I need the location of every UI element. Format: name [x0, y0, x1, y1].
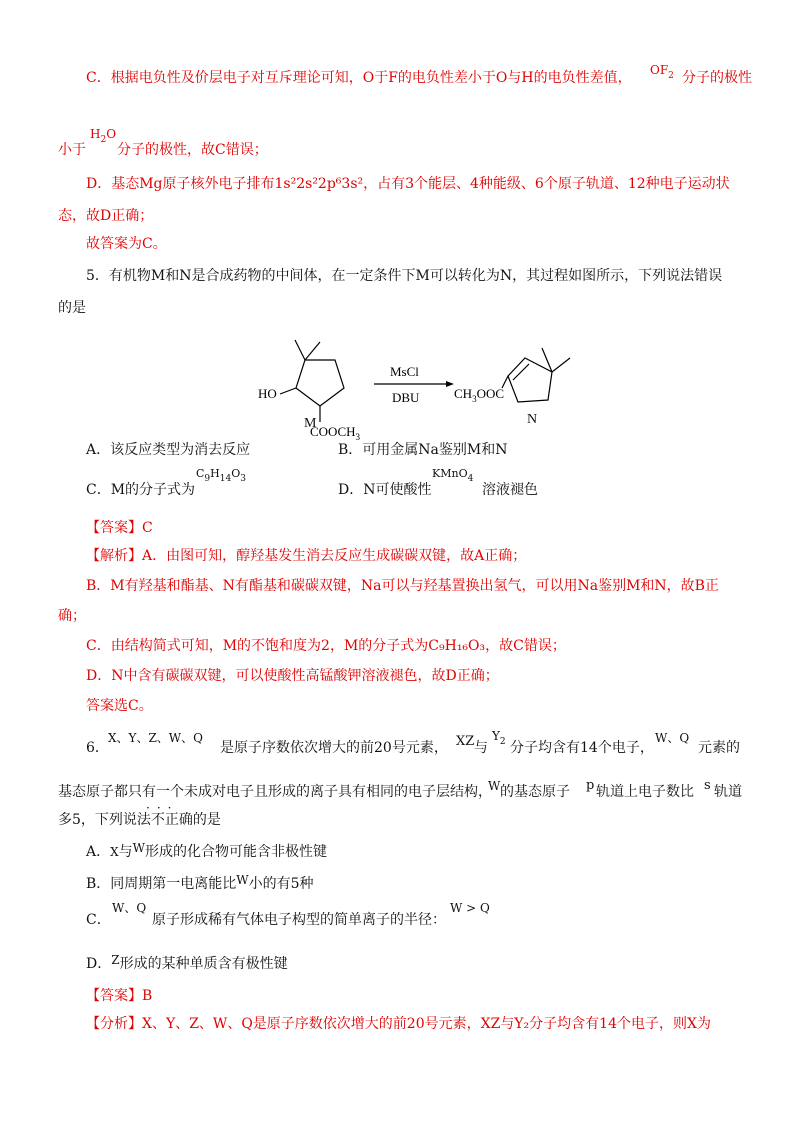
q6-option-c-wq: W、Q	[112, 901, 147, 915]
q6-option-d: D．Z形成的某种单质含有极性键	[86, 953, 288, 972]
m-methyl-1	[295, 340, 305, 360]
n-ester-label: $CH_3OOC$	[454, 386, 505, 404]
q5-option-c-formula: $C_9H_{14}O_3$	[196, 467, 246, 484]
m-ho-label: HO	[258, 386, 277, 401]
q6-yu: 与	[474, 740, 488, 756]
q5-answer: 【答案】C	[86, 520, 153, 536]
q5-analysis-1: 【解析】A．由图可知，醇羟基发生消去反应生成碳碳双键，故A正确；	[86, 548, 527, 564]
q4-option-c-line2-b: 分子的极性，故C错误；	[117, 142, 268, 158]
reaction-figure	[240, 330, 600, 440]
q6-line2-p: p	[586, 778, 595, 793]
q5-analysis-3: 确；	[58, 608, 86, 624]
q5-stem-line1: 5．有机物M和N是合成药物的中间体，在一定条件下M可以转化为N，其过程如图所示，下列说法错误	[86, 268, 723, 284]
q6-option-c-text: 原子形成稀有气体电子构型的简单离子的半径：	[152, 912, 446, 928]
n-ring	[508, 358, 552, 402]
q6-line3: 多5，下列说法不正确的是	[58, 812, 221, 828]
m-ester-label: $COOCH_3$	[310, 424, 361, 440]
q5-analysis-2: B．M有羟基和酯基、N有酯基和碳碳双键，Na可以与羟基置换出氢气，可以用Na鉴别M和N，故B正	[86, 578, 719, 594]
reagent-bottom: DBU	[392, 390, 420, 405]
m-ho-bond	[280, 388, 296, 394]
molecule-m	[280, 340, 344, 422]
q4-option-d-line1: D．基态Mg原子核外电子排布1s²2s²2p⁶3s²，占有3个能层、4种能级、6个原子轨道、12种电子运动状	[86, 176, 730, 192]
q6-option-b: B．同周期第一电离能比W小的有5种	[86, 873, 314, 892]
q6-wq: W、Q	[655, 731, 690, 745]
q6-stem-a: 是原子序数依次增大的前20号元素，	[220, 740, 448, 756]
n-methyl-2	[552, 358, 570, 372]
q6-line2-a: 基态原子都只有一个未成对电子且形成的离子具有相同的电子层结构，	[58, 784, 492, 800]
q6-analysis: 【分析】X、Y、Z、W、Q是原子序数依次增大的前20号元素，XZ与Y₂分子均含有14个电子，则X为	[86, 1016, 711, 1032]
m-methyl-2	[305, 342, 320, 360]
n-double-bond	[513, 364, 529, 380]
q4-of2-formula: $OF_2$	[650, 63, 674, 81]
reaction-arrow-head	[446, 381, 454, 387]
q6-stem-c: 元素的	[698, 740, 740, 756]
q6-answer: 【答案】B	[86, 988, 153, 1004]
q5-option-b: B．可用金属Na鉴别M和N	[338, 442, 508, 458]
q6-line2-s: s	[704, 778, 711, 793]
q6-elements: X、Y、Z、W、Q	[108, 731, 203, 745]
q6-stem-num: 6．	[86, 740, 109, 756]
q6-option-a: A．X与W形成的化合物可能含非极性键	[86, 841, 328, 860]
q6-line2-c: 轨道上电子数比	[596, 784, 694, 800]
label-m: M	[304, 416, 317, 431]
q5-analysis-4: C．由结构简式可知，M的不饱和度为2，M的分子式为C₉H₁₆O₃，故C错误；	[86, 638, 566, 654]
q5-option-d-formula: KMnO$_4$	[432, 467, 474, 484]
q4-option-c-line1-end: 分子的极性	[682, 70, 752, 86]
q5-analysis-5: D．N中含有碳碳双键，可以使酸性高锰酸钾溶液褪色，故D正确；	[86, 668, 499, 684]
q6-stem-b: 分子均含有14个电子，	[510, 740, 654, 756]
q4-answer: 故答案为C。	[86, 236, 167, 252]
q6-emphasis-dots: ···	[146, 801, 179, 815]
q6-line2-d: 轨道	[714, 784, 742, 800]
q5-analysis-6: 答案选C。	[86, 698, 153, 714]
q6-line2-b: 的基态原子	[500, 784, 570, 800]
q5-option-d: D．N可使酸性	[338, 482, 432, 498]
q4-h2o-formula: $H_2O$	[90, 127, 117, 145]
n-methyl-1	[542, 348, 552, 372]
q6-option-c-relation: W > Q	[450, 901, 490, 915]
q4-option-c-line1: C．根据电负性及价层电子对互斥理论可知，O于F的电负性差小于O与H的电负性差值，	[86, 70, 632, 86]
molecule-n	[502, 348, 570, 402]
q6-y2: $Y_2$	[492, 729, 506, 747]
q5-option-d-end: 溶液褪色	[482, 482, 538, 498]
q5-option-a: A．该反应类型为消去反应	[86, 442, 251, 458]
q6-xz: XZ	[456, 734, 475, 749]
m-ring	[296, 360, 344, 406]
reagent-top: MsCl	[390, 364, 419, 379]
q5-stem-line2: 的是	[58, 300, 86, 316]
q4-option-d-line2: 态，故D正确；	[58, 208, 154, 224]
label-n: N	[527, 412, 538, 427]
q6-option-c-pre: C．	[86, 912, 111, 928]
q6-line2-w: W	[488, 779, 501, 793]
q4-option-c-line2-a: 小于	[58, 142, 86, 158]
q5-option-c: C．M的分子式为	[86, 482, 196, 498]
